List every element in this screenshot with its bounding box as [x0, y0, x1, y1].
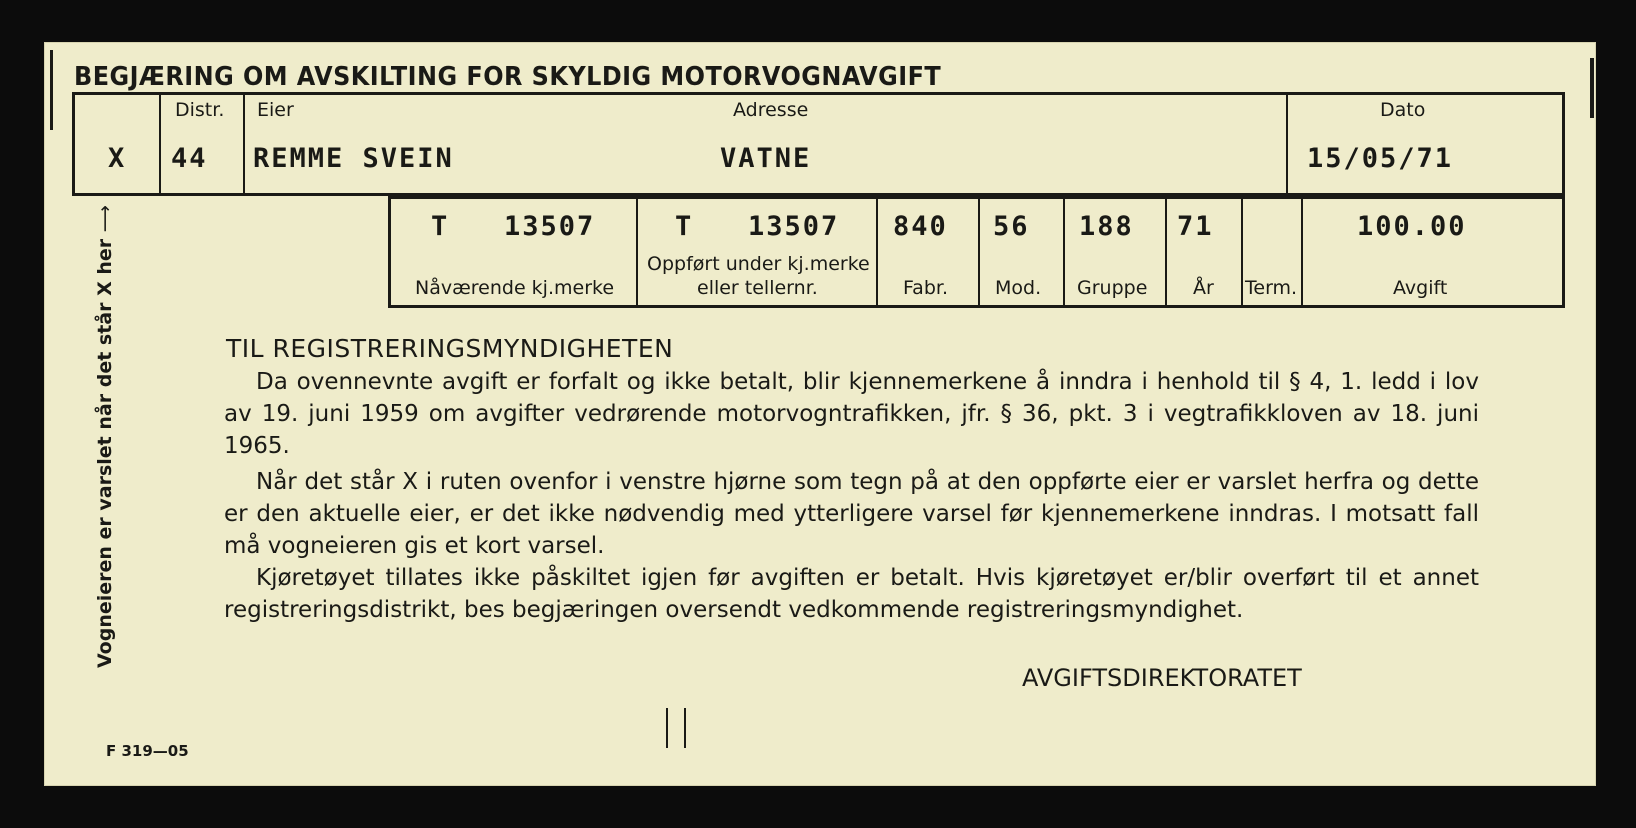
owner-row — [72, 92, 1565, 196]
divider — [978, 199, 980, 305]
divider — [1286, 95, 1288, 193]
form-code: F 319—05 — [106, 742, 189, 760]
divider — [1241, 199, 1243, 305]
form-card — [44, 42, 1596, 786]
right-edge-mark — [1590, 58, 1594, 118]
perforation-mark — [666, 708, 668, 748]
dato-label: Dato — [1380, 99, 1426, 121]
adresse-value: VATNE — [720, 143, 812, 174]
ar-value: 71 — [1177, 211, 1214, 242]
side-note-text: Vogneieren er varslet når det står X her — [94, 238, 116, 668]
paragraph-3: Kjøretøyet tillates ikke påskiltet igjen før avgiften er betalt. Hvis kjøretøyet er/blir overført til et annet registreringsdistrikt, bes begjæringen oversendt vedkommende registreringsmyndighet. — [224, 565, 1479, 623]
notice-mark: X — [108, 143, 127, 174]
left-margin-line — [50, 50, 53, 130]
paragraph-1: Da ovennevnte avgift er forfalt og ikke betalt, blir kjennemerkene å inndra i henhold til § 4, 1. ledd i lov av 19. juni 1959 om avgifter vedrørende motorvogntrafikken, jfr. § 36, pkt. 3 i vegtrafikkloven av 18. juni 1965. — [224, 369, 1479, 459]
current-plate-label: Nåværende kj.merke — [415, 277, 615, 299]
registered-plate-label-2: eller tellernr. — [697, 277, 818, 299]
mod-value: 56 — [993, 211, 1030, 242]
signature: AVGIFTSDIREKTORATET — [1022, 664, 1302, 692]
eier-value: REMME SVEIN — [253, 143, 454, 174]
distr-label: Distr. — [175, 99, 225, 121]
form-title: BEGJÆRING OM AVSKILTING FOR SKYLDIG MOTORVOGNAVGIFT — [74, 62, 942, 92]
avgift-value: 100.00 — [1357, 211, 1467, 242]
fabr-value: 840 — [893, 211, 948, 242]
eier-label: Eier — [257, 99, 294, 121]
vehicle-row — [388, 196, 1565, 308]
divider — [243, 95, 245, 193]
divider — [159, 95, 161, 193]
gruppe-value: 188 — [1079, 211, 1134, 242]
gruppe-label: Gruppe — [1077, 277, 1148, 299]
paragraph-2: Når det står X i ruten ovenfor i venstre hjørne som tegn på at den oppførte eier er varslet herfra og dette er den aktuelle eier, er det ikke nødvendig med ytterligere varsel før kjennemerkene inndras. I motsatt fall må vogneieren gis et kort varsel. — [224, 469, 1479, 559]
arrow-icon: ⟶ — [94, 204, 116, 233]
divider — [876, 199, 878, 305]
term-label: Term. — [1245, 277, 1298, 299]
distr-value: 44 — [171, 143, 208, 174]
divider — [1301, 199, 1303, 305]
adresse-label: Adresse — [733, 99, 809, 121]
divider — [636, 199, 638, 305]
mod-label: Mod. — [995, 277, 1042, 299]
registered-plate-label-1: Oppført under kj.merke — [647, 253, 870, 275]
ar-label: År — [1193, 277, 1214, 299]
dato-value: 15/05/71 — [1307, 143, 1454, 174]
current-plate-value: T 13507 — [431, 211, 596, 242]
side-note — [94, 205, 116, 668]
fabr-label: Fabr. — [903, 277, 948, 299]
body-heading: TIL REGISTRERINGSMYNDIGHETEN — [226, 334, 674, 363]
perforation-mark — [684, 708, 686, 748]
divider — [1165, 199, 1167, 305]
avgift-label: Avgift — [1393, 277, 1448, 299]
registered-plate-value: T 13507 — [675, 211, 840, 242]
divider — [1063, 199, 1065, 305]
